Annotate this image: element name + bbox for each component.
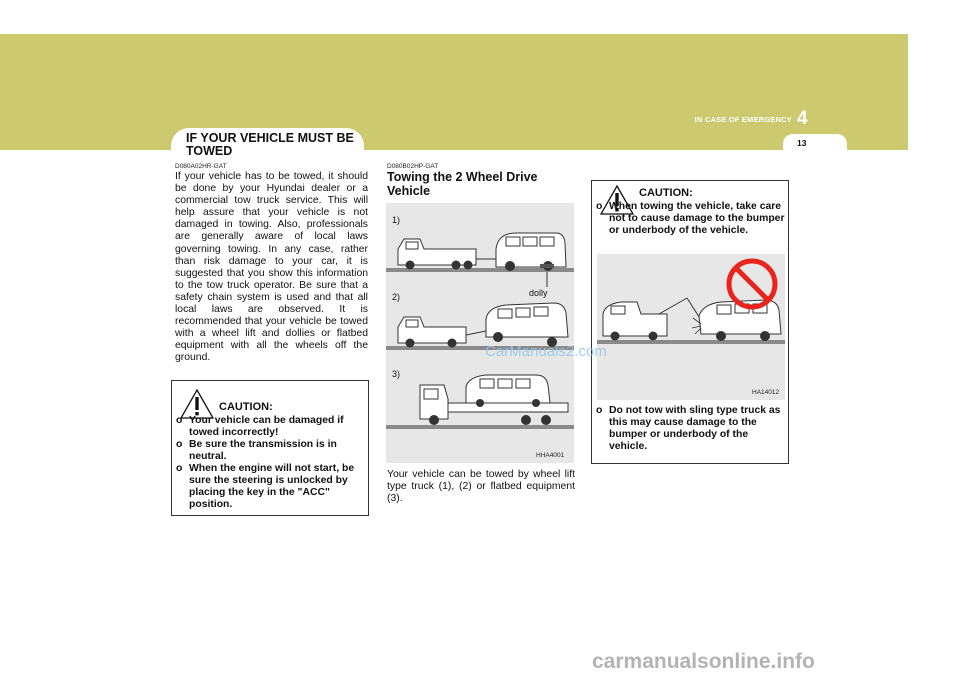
footer-watermark: carmanualsonline.info: [592, 650, 815, 673]
figure-code: HHA4001: [536, 452, 565, 459]
figure-label-1: 1): [392, 215, 401, 225]
caution-item: o When towing the vehicle, take care not to cause damage to the bumper or underbody of the vehicle.: [596, 201, 785, 236]
sling-tow-drawing: [597, 254, 785, 400]
caution-item: o Be sure the transmission is in neutral.: [176, 439, 337, 462]
figure-label-3: 3): [392, 369, 401, 379]
col1-paragraph: If your vehicle has to be towed, it should be done by your Hyundai dealer or a commercial tow truck service. This will help assure that your vehicle is not damaged in towing. Also, professionals are generally aware of local laws governing towing. In any case, rather than risk damage to your car, it is suggested that you show this information to the tow truck operator. Be sure that a safety chain system is used and that all local laws are observed. It is recommended that your vehicle be towed with a wheel lift and dollies or flatbed equipment with all the wheels off the ground.: [175, 171, 368, 364]
page-number: 13: [797, 138, 807, 148]
caution-list-2a: [596, 201, 786, 237]
caution-title-2: CAUTION:: [639, 187, 693, 199]
page-number-tab: [783, 134, 847, 152]
header-band: [0, 34, 908, 150]
towing-methods-illustration: [386, 203, 574, 463]
section-title: IF YOUR VEHICLE MUST BE TOWED: [186, 131, 354, 158]
caution-list-2b: [596, 405, 786, 453]
caution-item: o When the engine will not start, be sure the steering is unlocked by placing the key in the "ACC" position.: [176, 463, 355, 510]
sling-figure-code: HA14012: [752, 389, 780, 396]
col2-heading: Towing the 2 Wheel Drive Vehicle: [387, 170, 538, 198]
tow-trucks-drawing: [386, 203, 574, 463]
caution-title-1: CAUTION:: [219, 401, 273, 413]
col1-code: D080A02HR-GAT: [175, 163, 227, 170]
col2-code: D080B02HP-GAT: [387, 163, 439, 170]
sling-tow-illustration: [597, 254, 785, 400]
dolly-label: dolly: [529, 288, 548, 298]
caution-item: o Your vehicle can be damaged if towed incorrectly!: [176, 415, 344, 438]
col2-paragraph: Your vehicle can be towed by wheel lift type truck (1), (2) or flatbed equipment (3).: [387, 469, 575, 505]
chapter-number: 4: [797, 108, 808, 129]
caution-list-1: [176, 415, 366, 511]
caution-item: o Do not tow with sling type truck as this may cause damage to the bumper or underbody of the vehicle.: [596, 405, 781, 452]
section-label: IN CASE OF EMERGENCY: [694, 115, 792, 124]
caution-box-1: [171, 380, 369, 516]
figure-label-2: 2): [392, 292, 401, 302]
overlay-watermark: CarManuals2.com: [485, 343, 607, 360]
